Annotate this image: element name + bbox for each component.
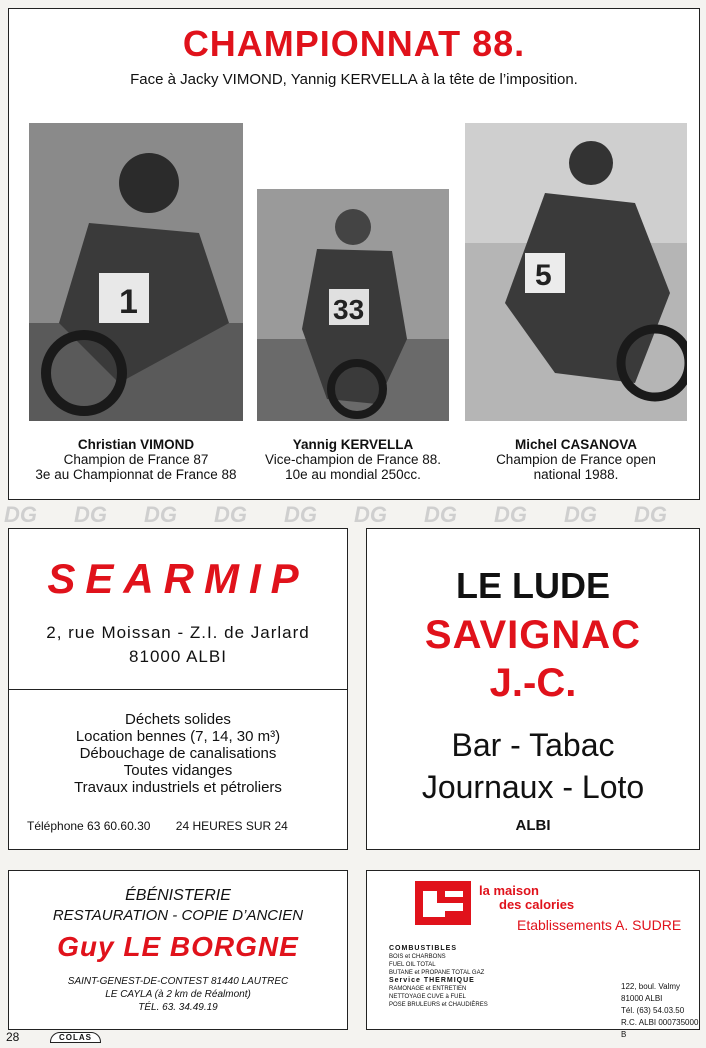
registration: R.C. ALBI 000735000 B: [621, 1018, 699, 1039]
plate-number: 1: [119, 283, 138, 321]
dg-mark: DG: [634, 502, 667, 527]
rider-name: Michel CASANOVA: [514, 437, 637, 452]
rider-line: Champion de France 87: [63, 452, 209, 467]
cal-item: FUEL OIL TOTAL: [389, 962, 436, 968]
rider-line: Vice-champion de France 88.: [264, 452, 442, 467]
cal-item: BOIS et CHARBONS: [389, 954, 446, 960]
photo-kervella: [257, 189, 449, 421]
dg-mark: DG: [144, 502, 177, 527]
cal-title: des calories: [499, 897, 575, 912]
article-title: CHAMPIONNAT 88.: [182, 23, 526, 64]
caption-kervella: [253, 437, 453, 482]
address-line: 81000 ALBI: [621, 994, 663, 1003]
searmip-logo: SEARMIP: [47, 555, 309, 602]
address-line: 2, rue Moissan - Z.I. de Jarlard: [46, 623, 310, 642]
phone-number: TÉL. 63. 34.49.19: [138, 1002, 218, 1013]
searmip-services: [9, 711, 347, 796]
cal-item: BUTANE et PROPANE TOTAL GAZ: [389, 970, 485, 976]
cal-item: POSE BRULEURS et CHAUDIÈRES: [389, 1002, 488, 1008]
article-box: [8, 8, 700, 500]
phone-number: Tél. (63) 54.03.50: [621, 1006, 685, 1015]
rider-name: Christian VIMOND: [77, 437, 195, 452]
eben-subheading: RESTAURATION - COPIE D’ANCIEN: [52, 907, 304, 924]
cal-company: Etablissements A. SUDRE: [517, 917, 682, 933]
flame-logo-icon: [415, 881, 471, 925]
cal-address: [621, 981, 699, 1041]
dg-mark: DG: [284, 502, 317, 527]
address-line: SAINT-GENEST-DE-CONTEST 81440 LAUTREC: [67, 976, 289, 987]
dg-mark: DG: [564, 502, 597, 527]
address-line: 81000 ALBI: [129, 647, 227, 666]
dg-mark: DG: [74, 502, 107, 527]
lude-title: LE LUDE: [455, 565, 610, 606]
service-item: Location bennes (7, 14, 30 m³): [75, 728, 281, 745]
dg-strip: [0, 500, 706, 528]
divider: [9, 689, 347, 690]
service-item: Toutes vidanges: [123, 762, 233, 779]
plate-number: 5: [535, 259, 552, 292]
article-subtitle: Face à Jacky VIMOND, Yannig KERVELLA à la tête de l’imposition.: [130, 71, 578, 88]
plate-number: 33: [333, 294, 365, 325]
dg-mark: DG: [4, 502, 37, 527]
dg-mark: DG: [354, 502, 387, 527]
cal-section: COMBUSTIBLES: [389, 945, 457, 952]
rider-line: 3e au Championnat de France 88: [35, 467, 237, 482]
eben-heading: ÉBÉNISTERIE: [125, 887, 231, 904]
rider-line: 10e au mondial 250cc.: [285, 467, 421, 482]
rider-name: Yannig KERVELLA: [292, 437, 414, 452]
dg-mark: DG: [214, 502, 247, 527]
lude-initials: J.-C.: [489, 661, 577, 705]
searmip-address: [9, 621, 347, 669]
lude-line: Journaux - Loto: [421, 769, 645, 805]
cal-section: Service THERMIQUE: [389, 977, 475, 984]
lude-ad: [366, 528, 700, 850]
searmip-phone: [27, 819, 337, 833]
photo-casanova: [465, 123, 687, 421]
searmip-ad: [8, 528, 348, 850]
service-item: Déchets solides: [125, 711, 231, 728]
service-item: Débouchage de canalisations: [79, 745, 277, 762]
dg-mark: DG: [494, 502, 527, 527]
cal-item: RAMONAGE et ENTRETIEN: [389, 986, 467, 992]
eben-address: [9, 975, 347, 1014]
phone-number: Téléphone 63 60.60.30: [27, 819, 151, 833]
eben-name: Guy LE BORGNE: [57, 931, 299, 962]
cal-list: [389, 945, 609, 1009]
ebenisterie-ad: [8, 870, 348, 1030]
rider-line: national 1988.: [533, 467, 619, 482]
service-item: Travaux industriels et pétroliers: [74, 779, 282, 796]
cal-item: NETTOYAGE CUVE à FUEL: [389, 994, 466, 1000]
page-number: 28: [6, 1030, 20, 1044]
calories-ad: [366, 870, 700, 1039]
address-line: LE CAYLA (à 2 km de Réalmont): [105, 989, 251, 1000]
lude-line: Bar - Tabac: [451, 727, 615, 763]
caption-casanova: [465, 437, 687, 482]
lude-name: SAVIGNAC: [424, 613, 642, 657]
rider-line: Champion de France open: [496, 452, 656, 467]
photo-vimond: [29, 123, 243, 421]
colas-logo: COLAS: [50, 1032, 101, 1043]
cal-title: la maison: [479, 883, 539, 898]
hours: 24 HEURES SUR 24: [175, 819, 288, 833]
dg-mark: DG: [424, 502, 457, 527]
caption-vimond: [19, 437, 253, 482]
lude-city: ALBI: [515, 817, 551, 834]
address-line: 122, boul. Valmy: [621, 982, 680, 991]
